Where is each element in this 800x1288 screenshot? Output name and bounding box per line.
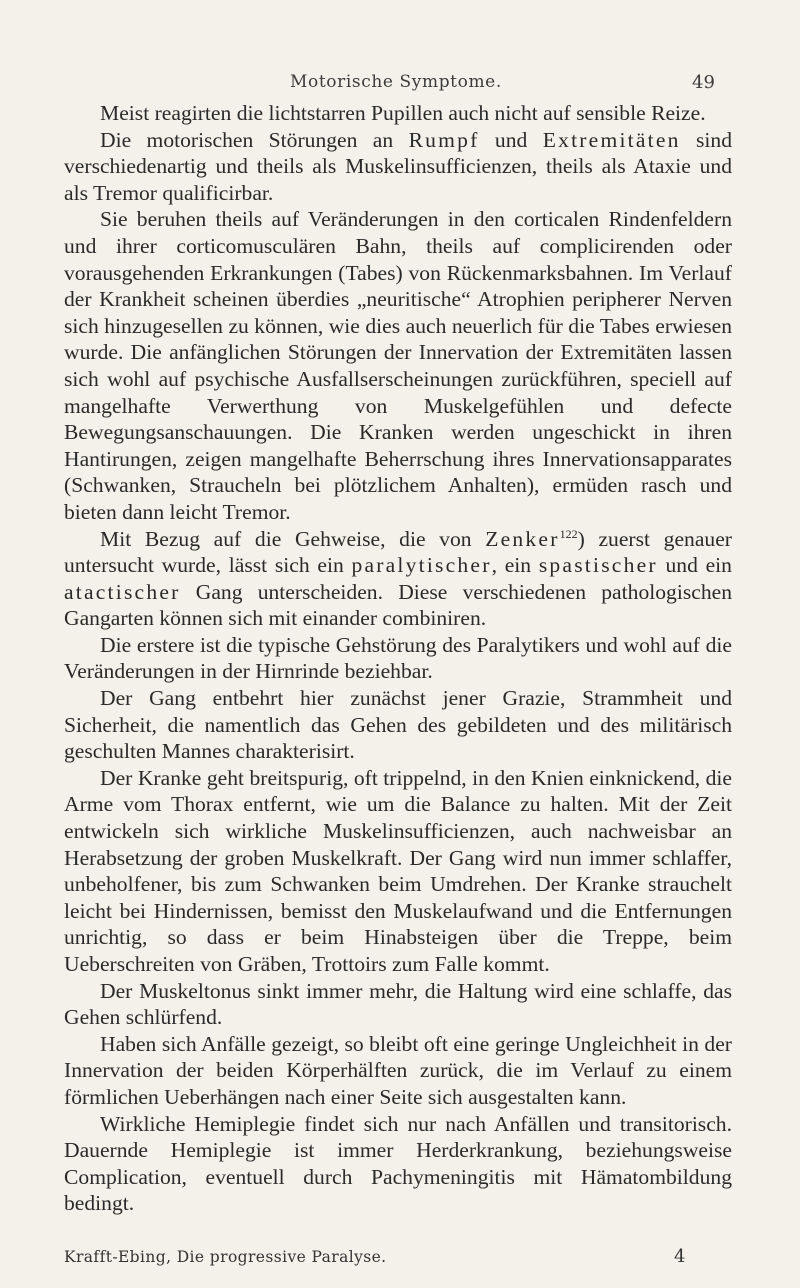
- page-number: 49: [692, 72, 715, 93]
- paragraph-patient-gait: Der Kranke geht breitspurig, oft trippelnd, in den Knien einknickend, die Arme vom Thorax entfernt, wie um die Balance zu halten. Mit der Zeit entwickeln sich wirkliche Muskelinsufficienzen, auch nachweisbar an Herabsetzung der groben Muskelkraft. Der Gang wird nun immer schlaffer, unbeholfener, bis zum Schwanken beim Umdrehen. Der Kranke strauchelt leicht bei Hindernissen, bemisst den Muskelaufwand und die Entfernungen unrichtig, so dass er beim Hinabsteigen über die Treppe, beim Ueberschreiten von Gräben, Trottoirs zum Falle kommt.: [64, 765, 732, 976]
- spaced-term-paralytischer: paralytischer: [351, 553, 492, 578]
- paragraph-pupils: Meist reagirten die lichtstarren Pupillen auch nicht auf sensible Reize.: [100, 101, 706, 125]
- paragraph-causes: Sie beruhen theils auf Veränderungen in den corticalen Rindenfeldern und ihrer corticomusculären Bahn, theils auf complicirenden oder vorausgehenden Erkrankungen (Tabes) von Rückenmarksbahnen. Im Verlauf der Krankheit scheinen überdies „neuritische“ Atrophien peripherer Nerven sich hinzugesellen zu können, wie dies auch neuerlich für die Tabes erwiesen wurde. Die anfänglichen Störungen der Innervation der Extremitäten lassen sich wohl auf psychische Ausfallserscheinungen zurückführen, speciell auf mangelhafte Verwerthung von Muskelgefühlen und defecte Bewegungsanschauungen. Die Kranken werden ungeschickt in ihren Hantirungen, zeigen mangelhafte Beherrschung ihres Innervationsapparates (Schwanken, Straucheln bei plötzlichem Anhalten), ermüden rasch und bieten dann leicht Tremor.: [64, 207, 732, 524]
- signature-mark: 4: [674, 1246, 686, 1267]
- spaced-term-rumpf: Rumpf: [408, 127, 480, 152]
- book-author-title: Krafft-Ebing, Die progressive Paralyse.: [64, 1248, 387, 1266]
- spaced-term-extremitaeten: Extremitäten: [542, 127, 681, 152]
- paragraph-first-type: Die erstere ist die typische Gehstörung des Paralytikers und wohl auf die Veränderungen in der Hirnrinde beziehbar.: [64, 632, 732, 684]
- text-run: Gang unterscheiden. Diese verschiedenen pathologischen Gangarten können sich mit einander combiniren.: [64, 579, 732, 631]
- text-run: , ein: [491, 553, 532, 578]
- text-run: sind verschiedenartig und theils als Muskelinsufficienzen, theils als Ataxie und als Tremor qualificirbar.: [64, 127, 732, 205]
- paragraph-motor-disorders: [64, 127, 732, 207]
- body-text: [64, 100, 732, 1217]
- author-name-zenker: Zenker: [485, 526, 560, 551]
- text-run: und ein: [665, 553, 732, 578]
- running-head: [0, 72, 800, 98]
- text-run: Mit Bezug auf die Gehweise, die von: [100, 526, 472, 551]
- text-run: Die motorischen Störungen an: [100, 127, 394, 152]
- paragraph-grace: Der Gang entbehrt hier zunächst jener Grazie, Strammheit und Sicherheit, die namentlich das Gehen des gebildeten und des militärisch geschulten Mannes charakterisirt.: [64, 686, 732, 764]
- page-footer: [64, 1248, 732, 1274]
- running-title: Motorische Symptome.: [290, 72, 502, 92]
- paragraph-attacks: Haben sich Anfälle gezeigt, so bleibt oft eine geringe Ungleichheit in der Innervation der beiden Körperhälften zurück, die im Verlauf zu einem förmlichen Ueberhängen nach einer Seite sich ausgestalten kann.: [64, 1031, 732, 1109]
- paragraph-hemiplegia: Wirkliche Hemiplegie findet sich nur nach Anfällen und transitorisch. Dauernde Hemiplegie ist immer Herderkrankung, beziehungsweise Complication, eventuell durch Pachymeningitis mit Hämatombildung bedingt.: [64, 1111, 732, 1216]
- spaced-term-spastischer: spastischer: [538, 553, 658, 578]
- paragraph-muscle-tone: Der Muskeltonus sinkt immer mehr, die Haltung wird eine schlaffe, das Gehen schlürfend.: [64, 978, 732, 1030]
- reference-number: 122: [559, 526, 578, 541]
- paragraph-gait-types: [64, 526, 732, 632]
- text-run: ) zuerst genauer untersucht wurde, lässt sich ein: [64, 526, 732, 578]
- text-run: und: [494, 127, 528, 152]
- spaced-term-atactischer: atactischer: [64, 579, 181, 604]
